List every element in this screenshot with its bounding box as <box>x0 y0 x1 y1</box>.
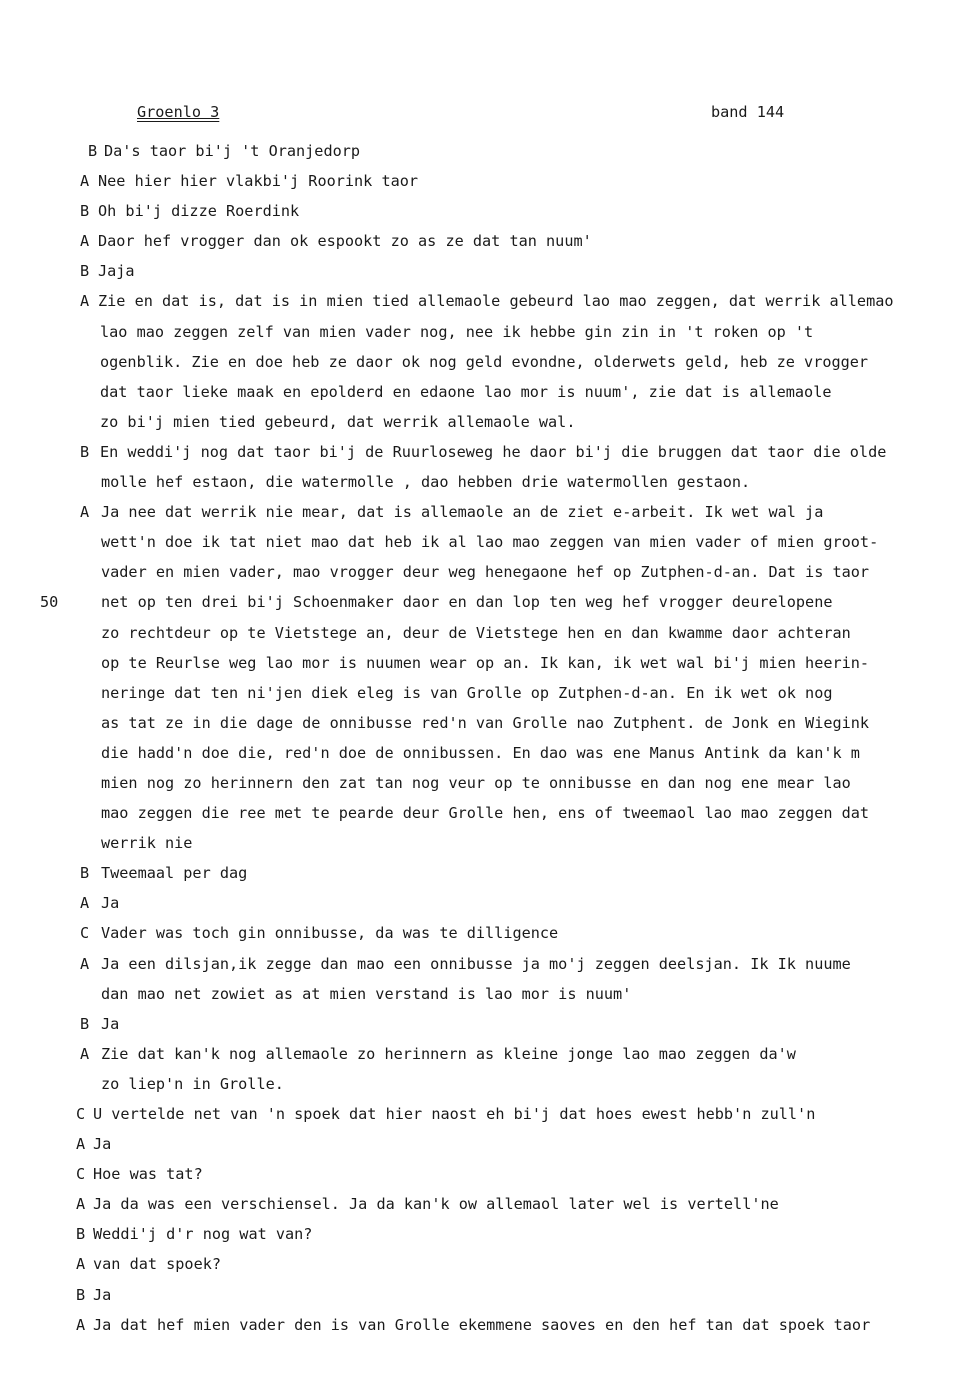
line-text: Nee hier hier vlakbi'j Roorink taor <box>98 172 419 191</box>
line-text: Ja <box>101 1014 120 1033</box>
margin-line-number: 50 <box>40 593 59 612</box>
line-text: molle hef estaon, die watermolle , dao hebben drie watermollen gestaon. <box>101 473 751 492</box>
transcript-line <box>0 317 979 347</box>
transcript-line <box>0 768 979 798</box>
transcript-line <box>0 828 979 858</box>
speaker-label: B <box>76 1285 86 1304</box>
line-text: Ja da was een verschiensel. Ja da kan'k ow allemaol later wel is vertell'ne <box>93 1195 779 1214</box>
transcript-line <box>0 648 979 678</box>
transcript-line <box>0 1069 979 1099</box>
transcript-line <box>0 467 979 497</box>
transcript-line <box>0 858 979 888</box>
band-number: band 144 <box>711 103 785 121</box>
transcript-line <box>0 347 979 377</box>
line-text: zo bi'j mien tied gebeurd, dat werrik allemaole wal. <box>100 412 576 431</box>
speaker-label: B <box>80 262 90 281</box>
transcript-line <box>0 256 979 286</box>
speaker-label: C <box>80 924 90 943</box>
line-text: van dat spoek? <box>93 1255 222 1274</box>
speaker-label: A <box>80 894 90 913</box>
speaker-label: B <box>80 202 90 221</box>
transcript-line <box>0 708 979 738</box>
line-text: die hadd'n doe die, red'n doe de onnibussen. En dao was ene Manus Antink da kan'k m <box>101 743 860 762</box>
speaker-label: B <box>80 864 90 883</box>
transcript-line <box>0 196 979 226</box>
transcript-line <box>0 1099 979 1129</box>
transcript-line <box>0 407 979 437</box>
speaker-label: A <box>76 1255 86 1274</box>
transcript-line <box>0 527 979 557</box>
speaker-label: A <box>76 1195 86 1214</box>
line-text: Jaja <box>98 262 135 281</box>
speaker-label: A <box>80 1044 90 1063</box>
transcript-line <box>0 136 979 166</box>
line-text: Oh bi'j dizze Roerdink <box>98 202 300 221</box>
transcript-line <box>0 979 979 1009</box>
line-text: dan mao net zowiet as at mien verstand is lao mor is nuum' <box>101 984 632 1003</box>
transcript-line <box>0 738 979 768</box>
document-title: Groenlo 3 <box>137 103 220 121</box>
line-text: ogenblik. Zie en doe heb ze daor ok nog geld evondne, olderwets geld, heb ze vrogger <box>100 352 869 371</box>
transcript-line <box>0 1039 979 1069</box>
line-text: Weddi'j d'r nog wat van? <box>93 1225 313 1244</box>
transcript-line <box>0 949 979 979</box>
line-text: werrik nie <box>101 834 193 853</box>
transcript-line <box>0 1129 979 1159</box>
line-text: net op ten drei bi'j Schoenmaker daor en dan lop ten weg hef vrogger deurelopene <box>101 593 833 612</box>
speaker-label: A <box>80 172 90 191</box>
line-text: Da's taor bi'j 't Oranjedorp <box>104 142 361 160</box>
line-text: Tweemaal per dag <box>101 864 248 883</box>
transcript-line <box>0 1189 979 1219</box>
speaker-label: A <box>80 232 90 251</box>
line-text: dat taor lieke maak en epolderd en edaone lao mor is nuum', zie dat is allemaole <box>100 382 832 401</box>
transcript-line <box>0 1280 979 1310</box>
transcript-line <box>0 798 979 828</box>
transcript-line <box>0 587 979 617</box>
transcript-line <box>0 1310 979 1340</box>
transcript-line <box>0 1009 979 1039</box>
line-text: Ja een dilsjan,ik zegge dan mao een onnibusse ja mo'j zeggen deelsjan. Ik Ik nuume <box>101 954 851 973</box>
line-text: zo rechtdeur op te Vietstege an, deur de Vietstege hen en dan kwamme daor achteran <box>101 623 851 642</box>
speaker-label: A <box>76 1135 86 1154</box>
speaker-label: A <box>80 954 90 973</box>
transcript-line <box>0 618 979 648</box>
line-text: neringe dat ten ni'jen diek eleg is van Grolle op Zutphen-d-an. En ik wet ok nog <box>101 683 833 702</box>
transcript-line <box>0 1249 979 1279</box>
line-text: Ja dat hef mien vader den is van Grolle ekemmene saoves en den hef tan dat spoek taor <box>93 1315 871 1334</box>
speaker-label: B <box>88 142 98 160</box>
line-text: zo liep'n in Grolle. <box>101 1074 284 1093</box>
speaker-label: A <box>80 503 90 522</box>
transcript-line <box>0 377 979 407</box>
transcript-line <box>0 226 979 256</box>
page-header <box>137 103 797 127</box>
speaker-label: C <box>76 1165 86 1184</box>
line-text: mao zeggen die ree met te pearde deur Grolle hen, ens of tweemaol lao mao zeggen dat <box>101 804 870 823</box>
line-text: wett'n doe ik tat niet mao dat heb ik al lao mao zeggen van mien vader of mien groot- <box>101 533 879 552</box>
line-text: Vader was toch gin onnibusse, da was te dilligence <box>101 924 559 943</box>
transcript-line <box>0 678 979 708</box>
line-text: lao mao zeggen zelf van mien vader nog, nee ik hebbe gin zin in 't roken op 't <box>100 322 814 341</box>
line-text: Ja <box>93 1285 112 1304</box>
transcript-line <box>0 557 979 587</box>
transcript-line <box>0 497 979 527</box>
speaker-label: A <box>76 1315 86 1334</box>
line-text: Daor hef vrogger dan ok espookt zo as ze dat tan nuum' <box>98 232 592 251</box>
transcript-line <box>0 1159 979 1189</box>
line-text: as tat ze in die dage de onnibusse red'n van Grolle nao Zutphent. de Jonk en Wiegink <box>101 713 870 732</box>
line-text: op te Reurlse weg lao mor is nuumen wear op an. Ik kan, ik wet wal bi'j mien heerin- <box>101 653 870 672</box>
transcript-line <box>0 166 979 196</box>
transcript-line <box>0 918 979 948</box>
line-text: mien nog zo herinnern den zat tan nog veur op te onnibusse en dan nog ene mear lao <box>101 773 851 792</box>
speaker-label: B <box>80 442 90 461</box>
speaker-label: B <box>80 1014 90 1033</box>
transcript-line <box>0 437 979 467</box>
line-text: En weddi'j nog dat taor bi'j de Ruurloseweg he daor bi'j die bruggen dat taor die olde <box>100 442 887 461</box>
transcript-line <box>0 286 979 316</box>
line-text: Ja <box>101 894 120 913</box>
transcript-line <box>0 888 979 918</box>
line-text: vader en mien vader, mao vrogger deur weg henegaone hef op Zutphen-d-an. Dat is taor <box>101 563 870 582</box>
speaker-label: A <box>80 292 90 311</box>
line-text: Ja <box>93 1135 112 1154</box>
line-text: Zie dat kan'k nog allemaole zo herinnern as kleine jonge lao mao zeggen da'w <box>101 1044 796 1063</box>
transcript-lines <box>0 136 979 1340</box>
transcript-line <box>0 1219 979 1249</box>
speaker-label: C <box>76 1105 86 1123</box>
line-text: Zie en dat is, dat is in mien tied allemaole gebeurd lao mao zeggen, dat werrik allemao <box>98 292 894 311</box>
line-text: Hoe was tat? <box>93 1165 203 1184</box>
line-text: Ja nee dat werrik nie mear, dat is allemaole an de ziet e-arbeit. Ik wet wal ja <box>101 503 824 522</box>
speaker-label: B <box>76 1225 86 1244</box>
line-text: U vertelde net van 'n spoek dat hier naost eh bi'j dat hoes ewest hebb'n zull'n <box>93 1105 816 1123</box>
